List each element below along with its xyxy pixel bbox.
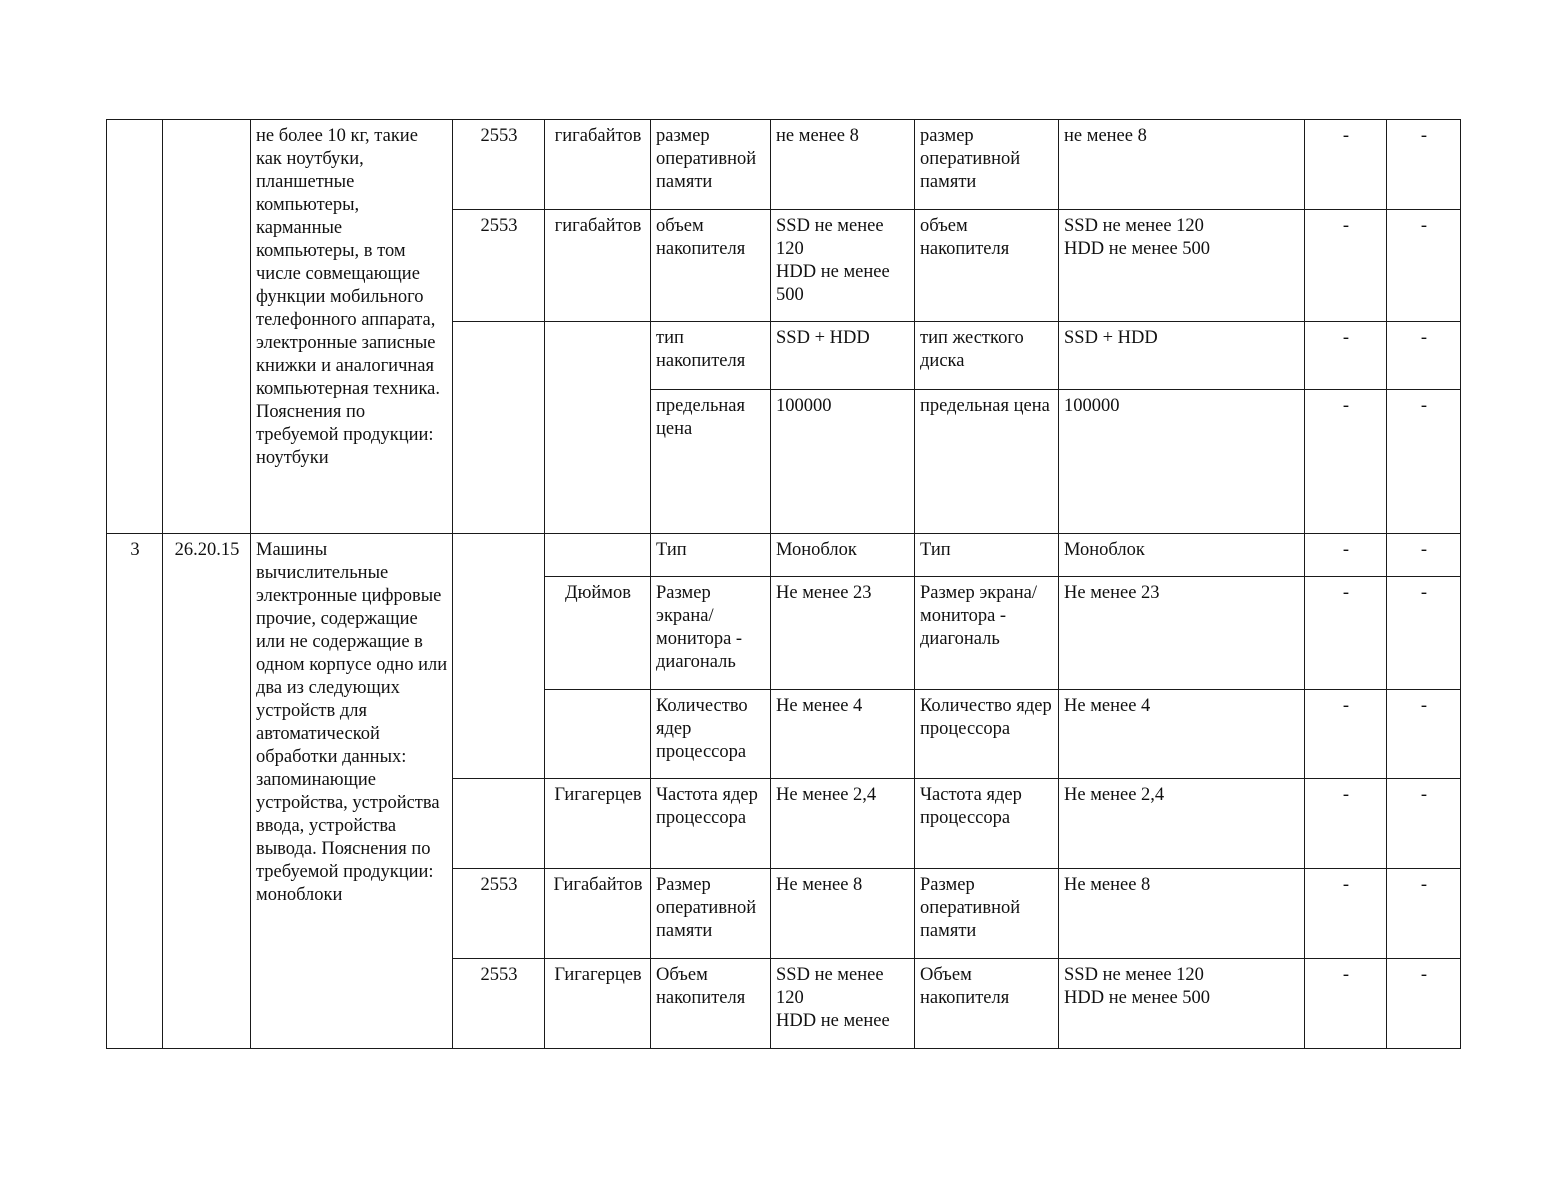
dash-cell: - [1387, 577, 1461, 690]
characteristic-cell: Частота ядер процессора [651, 779, 771, 869]
value-cell-2: не менее 8 [1059, 120, 1305, 210]
value-cell: SSD не менее 120 HDD не менее 500 [771, 210, 915, 322]
value-cell-2: SSD не менее 120 HDD не менее 500 [1059, 210, 1305, 322]
row-number-cell: 3 [107, 534, 163, 1049]
okei-code-cell: 2553 [453, 869, 545, 959]
characteristic-cell: тип накопителя [651, 322, 771, 390]
value-cell-2: 100000 [1059, 390, 1305, 534]
characteristic-cell-2: Размер экрана/монитора - диагональ [915, 577, 1059, 690]
specification-table [106, 119, 1461, 1049]
characteristic-cell: размер оперативной памяти [651, 120, 771, 210]
okei-code-cell [453, 322, 545, 534]
value-cell: SSD + HDD [771, 322, 915, 390]
unit-cell [545, 690, 651, 779]
unit-cell: гигабайтов [545, 120, 651, 210]
value-cell-2: Не менее 8 [1059, 869, 1305, 959]
dash-cell: - [1387, 690, 1461, 779]
value-cell-2: Не менее 23 [1059, 577, 1305, 690]
value-cell: Моноблок [771, 534, 915, 577]
characteristic-cell-2: Объем накопителя [915, 959, 1059, 1049]
dash-cell: - [1387, 779, 1461, 869]
table-row [107, 534, 1461, 577]
characteristic-cell: Объем накопителя [651, 959, 771, 1049]
value-cell: Не менее 8 [771, 869, 915, 959]
value-cell-2: Не менее 2,4 [1059, 779, 1305, 869]
table-row [107, 120, 1461, 210]
characteristic-cell: Количество ядер процессора [651, 690, 771, 779]
dash-cell: - [1305, 322, 1387, 390]
dash-cell: - [1387, 390, 1461, 534]
okpd-code-cell [163, 120, 251, 534]
value-cell: Не менее 2,4 [771, 779, 915, 869]
value-cell: 100000 [771, 390, 915, 534]
characteristic-cell-2: Тип [915, 534, 1059, 577]
value-cell: SSD не менее 120 HDD не менее [771, 959, 915, 1049]
document-page [106, 119, 1460, 1049]
dash-cell: - [1305, 534, 1387, 577]
dash-cell: - [1305, 959, 1387, 1049]
characteristic-cell: объем накопителя [651, 210, 771, 322]
dash-cell: - [1387, 210, 1461, 322]
value-cell-2: Не менее 4 [1059, 690, 1305, 779]
characteristic-cell: Размер оперативной памяти [651, 869, 771, 959]
characteristic-cell-2: размер оперативной памяти [915, 120, 1059, 210]
dash-cell: - [1305, 210, 1387, 322]
characteristic-cell-2: Размер оперативной памяти [915, 869, 1059, 959]
unit-cell: Гигагерцев [545, 959, 651, 1049]
row-number-cell [107, 120, 163, 534]
dash-cell: - [1387, 959, 1461, 1049]
dash-cell: - [1387, 534, 1461, 577]
okei-code-cell: 2553 [453, 959, 545, 1049]
unit-cell: Гигабайтов [545, 869, 651, 959]
product-description-cell: Машины вычислительные электронные цифровые прочие, содержащие или не содержащие в одном корпусе одно или два из следующих устройств для автоматической обработки данных: запоминающие устройства, устройства ввода, устройства вывода. Пояснения по требуемой продукции: моноблоки [251, 534, 453, 1049]
dash-cell: - [1387, 120, 1461, 210]
unit-cell: гигабайтов [545, 210, 651, 322]
unit-cell: Гигагерцев [545, 779, 651, 869]
dash-cell: - [1387, 322, 1461, 390]
dash-cell: - [1305, 577, 1387, 690]
characteristic-cell-2: объем накопителя [915, 210, 1059, 322]
dash-cell: - [1305, 390, 1387, 534]
characteristic-cell: Тип [651, 534, 771, 577]
characteristic-cell-2: тип жесткого диска [915, 322, 1059, 390]
okei-code-cell: 2553 [453, 210, 545, 322]
characteristic-cell-2: Частота ядер процессора [915, 779, 1059, 869]
characteristic-cell: Размер экрана/монитора - диагональ [651, 577, 771, 690]
characteristic-cell: предельная цена [651, 390, 771, 534]
value-cell-2: SSD не менее 120 HDD не менее 500 [1059, 959, 1305, 1049]
okei-code-cell [453, 534, 545, 779]
unit-cell [545, 534, 651, 577]
okpd-code-cell: 26.20.15 [163, 534, 251, 1049]
dash-cell: - [1305, 869, 1387, 959]
dash-cell: - [1305, 779, 1387, 869]
characteristic-cell-2: предельная цена [915, 390, 1059, 534]
value-cell: Не менее 23 [771, 577, 915, 690]
characteristic-cell-2: Количество ядер процессора [915, 690, 1059, 779]
unit-cell [545, 322, 651, 534]
value-cell-2: Моноблок [1059, 534, 1305, 577]
okei-code-cell [453, 779, 545, 869]
okei-code-cell: 2553 [453, 120, 545, 210]
value-cell: не менее 8 [771, 120, 915, 210]
product-description-cell: не более 10 кг, такие как ноутбуки, планшетные компьютеры, карманные компьютеры, в том числе совмещающие функции мобильного телефонного аппарата, электронные записные книжки и аналогичная компьютерная техника. Пояснения по требуемой продукции: ноутбуки [251, 120, 453, 534]
dash-cell: - [1387, 869, 1461, 959]
dash-cell: - [1305, 120, 1387, 210]
value-cell-2: SSD + HDD [1059, 322, 1305, 390]
dash-cell: - [1305, 690, 1387, 779]
unit-cell: Дюймов [545, 577, 651, 690]
value-cell: Не менее 4 [771, 690, 915, 779]
